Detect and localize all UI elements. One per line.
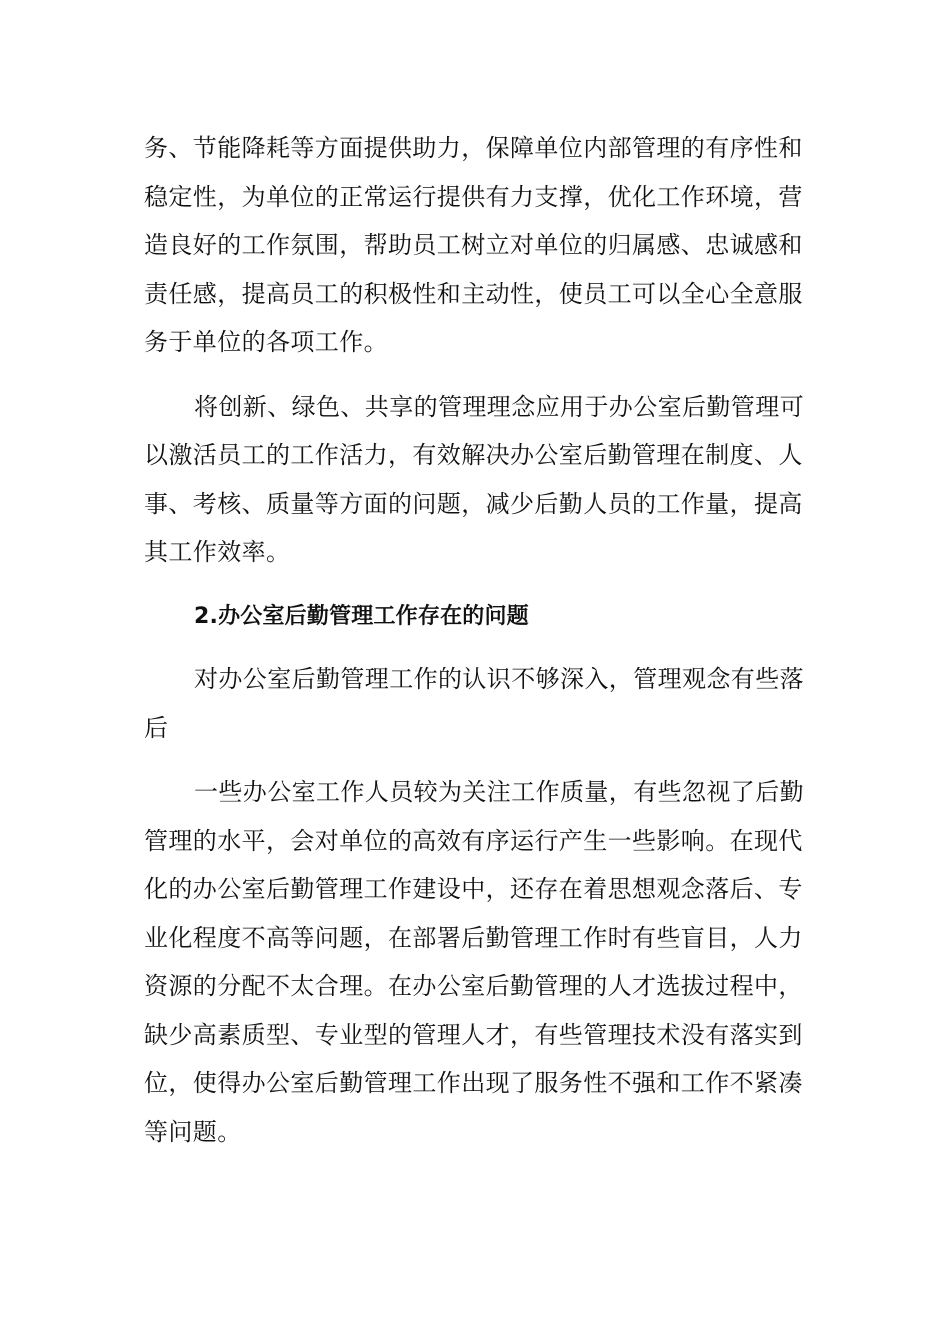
section-heading-text: 2.办公室后勤管理工作存在的问题: [194, 603, 529, 629]
text-line: 对办公室后勤管理工作的认识不够深入，管理观念有些落: [194, 665, 804, 693]
text-line: 造良好的工作氛围，帮助员工树立对单位的归属感、忠诚感和: [144, 231, 803, 259]
document-body: [144, 124, 806, 1172]
text-line: 管理的水平，会对单位的高效有序运行产生一些影响。在现代: [144, 826, 803, 855]
text-line: 缺少高素质型、专业型的管理人才，有些管理技术没有落实到: [144, 1020, 803, 1049]
text-line: 等问题。: [144, 1117, 242, 1146]
paragraph-2: [144, 383, 806, 577]
text-line: 将创新、绿色、共享的管理理念应用于办公室后勤管理可: [194, 392, 804, 421]
text-line: 一些办公室工作人员较为关注工作质量，有些忽视了后勤: [194, 778, 804, 806]
text-line: 务于单位的各项工作。: [144, 328, 388, 356]
text-line: 务、节能降耗等方面提供助力，保障单位内部管理的有序性和: [144, 134, 803, 162]
paragraph-1: [144, 124, 806, 367]
text-line: 稳定性，为单位的正常运行提供有力支撑，优化工作环境，营: [144, 182, 803, 211]
text-line: 资源的分配不太合理。在办公室后勤管理的人才选拔过程中，: [144, 972, 803, 1000]
paragraph-4: [144, 768, 806, 1156]
text-line: 业化程度不高等问题，在部署后勤管理工作时有些盲目，人力: [144, 923, 803, 952]
text-line: 其工作效率。: [144, 538, 291, 566]
text-line: 位，使得办公室后勤管理工作出现了服务性不强和工作不紧凑: [144, 1069, 803, 1097]
text-line: 以激活员工的工作活力，有效解决办公室后勤管理在制度、人: [144, 441, 803, 469]
paragraph-3: [144, 655, 806, 752]
text-line: 后: [144, 713, 169, 742]
text-line: 事、考核、质量等方面的问题，减少后勤人员的工作量，提高: [144, 489, 803, 518]
section-heading: [144, 593, 806, 642]
text-line: 化的办公室后勤管理工作建设中，还存在着思想观念落后、专: [144, 875, 803, 903]
text-line: 责任感，提高员工的积极性和主动性，使员工可以全心全意服: [144, 279, 803, 308]
